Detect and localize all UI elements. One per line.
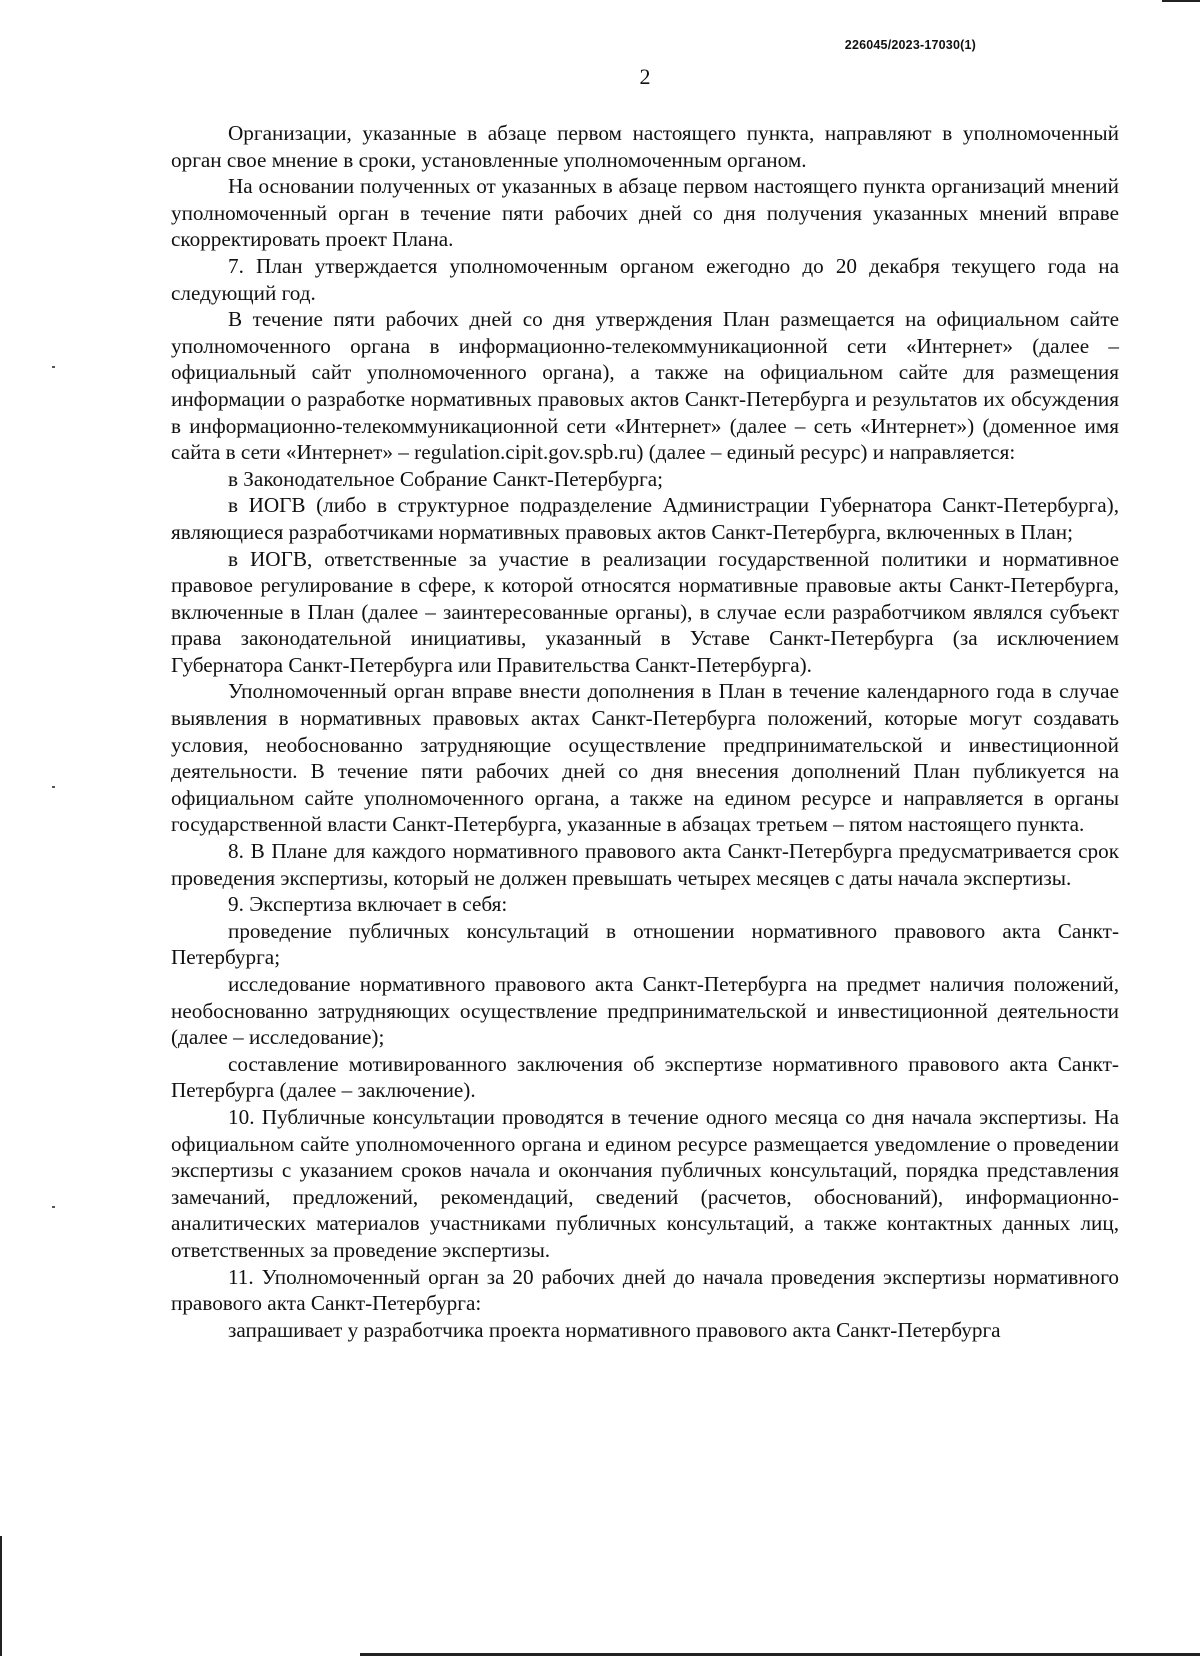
paragraph: На основании полученных от указанных в абзаце первом настоящего пункта организаций мнений уполномоченный орган в течение пяти рабочих дней со дня получения указанных мнений вправе скорректировать проект Плана.	[171, 174, 1119, 252]
paragraph: в ИОГВ, ответственные за участие в реализации государственной политики и нормативное правовое регулирование в сфере, к которой относятся нормативные правовые акты Санкт-Петербурга, включенные в План (далее – заинтересованные органы), в случае если разработчиком являлся субъект права законодательной инициативы, указанный в Уставе Санкт-Петербурга (за исключением Губернатора Санкт-Петербурга или Правительства Санкт-Петербурга).	[171, 546, 1119, 677]
paragraph: в Законодательное Собрание Санкт-Петербурга;	[228, 466, 664, 491]
paragraph: 7. План утверждается уполномоченным органом ежегодно до 20 декабря текущего года на следующий год.	[171, 253, 1119, 305]
document-body	[171, 120, 1119, 1343]
scan-edge-left	[0, 1536, 2, 1656]
paragraph: Организации, указанные в абзаце первом настоящего пункта, направляют в уполномоченный орган свое мнение в сроки, установленные уполномоченным органом.	[171, 121, 1119, 172]
scan-edge-top-right	[1162, 0, 1200, 2]
paragraph: Уполномоченный орган вправе внести дополнения в План в течение календарного года в случае выявления в нормативных правовых актах Санкт-Петербурга положений, которые могут создавать условия, необоснованно затрудняющие осуществление предпринимательской и инвестиционной деятельности. В течение пяти рабочих дней со дня внесения дополнений План публикуется на официальном сайте уполномоченного органа, а также на едином ресурсе и направляется в органы государственной власти Санкт-Петербурга, указанные в абзацах третьем – пятом настоящего пункта.	[171, 679, 1119, 837]
scan-speck	[52, 1206, 55, 1208]
scan-speck	[52, 786, 55, 788]
scan-speck	[52, 366, 55, 368]
paragraph: составление мотивированного заключения об экспертизе нормативного правового акта Санкт-Петербурга (далее – заключение).	[171, 1051, 1119, 1103]
paragraph: проведение публичных консультаций в отношении нормативного правового акта Санкт-Петербурга;	[171, 918, 1119, 970]
paragraph: 8. В Плане для каждого нормативного правового акта Санкт-Петербурга предусматривается срок проведения экспертизы, который не должен превышать четырех месяцев с даты начала экспертизы.	[171, 839, 1119, 890]
paragraph: исследование нормативного правового акта Санкт-Петербурга на предмет наличия положений, необоснованно затрудняющих осуществление предпринимательской и инвестиционной деятельности (далее – исследование);	[171, 972, 1119, 1050]
document-registration-number: 226045/2023-17030(1)	[844, 38, 976, 52]
paragraph: запрашивает у разработчика проекта нормативного правового акта Санкт-Петербурга	[228, 1317, 1001, 1342]
paragraph: В течение пяти рабочих дней со дня утверждения План размещается на официальном сайте уполномоченного органа в информационно-телекоммуникационной сети «Интернет» (далее – официальный сайт уполномоченного органа), а также на официальном сайте для размещения информации о разработке нормативных правовых актов Санкт-Петербурга и результатов их обсуждения в информационно-телекоммуникационной сети «Интернет» (далее – сеть «Интернет») (доменное имя сайта в сети «Интернет» – regulation.cipit.gov.spb.ru) (далее – единый ресурс) и направляется:	[171, 307, 1119, 465]
paragraph: в ИОГВ (либо в структурное подразделение Администрации Губернатора Санкт-Петербурга), являющиеся разработчиками нормативных правовых актов Санкт-Петербурга, включенных в План;	[171, 493, 1119, 544]
paragraph: 9. Экспертиза включает в себя:	[228, 892, 508, 917]
paragraph: 11. Уполномоченный орган за 20 рабочих дней до начала проведения экспертизы нормативного правового акта Санкт-Петербурга:	[171, 1264, 1119, 1316]
paragraph: 10. Публичные консультации проводятся в течение одного месяца со дня начала экспертизы. На официальном сайте уполномоченного органа и едином ресурсе размещается уведомление о проведении экспертизы с указанием сроков начала и окончания публичных консультаций, порядка представления замечаний, предложений, рекомендаций, сведений (расчетов, обоснований), информационно-аналитических материалов участниками публичных консультаций, а также контактных данных лиц, ответственных за проведение экспертизы.	[171, 1104, 1119, 1262]
page-number: 2	[639, 64, 651, 89]
